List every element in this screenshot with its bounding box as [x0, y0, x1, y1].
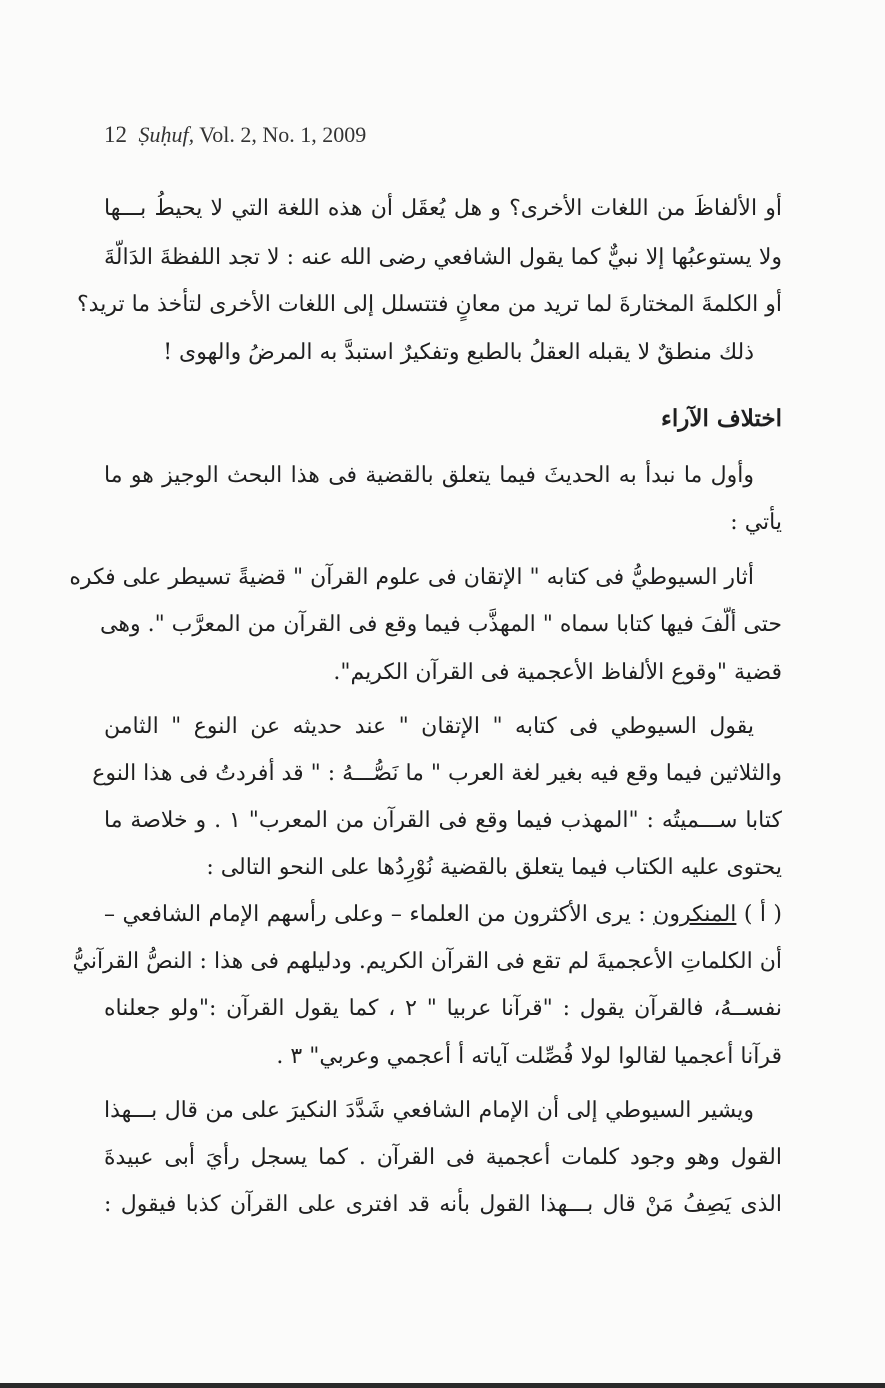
text-line: أن الكلماتِ الأعجميةَ لم تقع فى القرآن الكريم. ودليلهم فى هذا : النصُّ القرآنيُّ [72, 949, 782, 974]
text-line: الذى يَصِفُ مَنْ قال بـــهذا القول بأنه قد افترى على القرآن كذبا فيقول : [104, 1192, 782, 1217]
volume-info: Vol. 2, No. 1, 2009 [199, 122, 367, 147]
text-line: قضية "وقوع الألفاظ الأعجمية فى القرآن الكريم". [333, 660, 782, 685]
text-fragment: : يرى الأكثرون من العلماء – وعلى رأسهم الإمام الشافعي – [104, 902, 646, 927]
text-line: ذلك منطقٌ لا يقبله العقلُ بالطبع وتفكيرٌ استبدَّ به المرضُ والهوى ! [163, 340, 754, 365]
text-line: والثلاثين فيما وقع فيه بغير لغة العرب " ما نَصُّـــهُ : " قد أفردتُ فى هذا النوع [92, 761, 782, 786]
text-line: حتى ألّفَ فيها كتابا سماه " المهذَّب فيما وقع فى القرآن من المعرَّب ". وهى [100, 612, 782, 637]
page-number: 12 [104, 122, 127, 147]
text-line: نفســهُ، فالقرآن يقول : "قرآنا عربيا " ٢ ، كما يقول القرآن :"ولو جعلناه [104, 996, 782, 1021]
list-marker: ( أ ) [743, 902, 783, 927]
text-line: وأول ما نبدأ به الحديثَ فيما يتعلق بالقضية فى هذا البحث الوجيز هو ما [104, 463, 754, 488]
text-line: يأتي : [730, 510, 782, 535]
text-line: أثار السيوطيُّ فى كتابه " الإتقان فى علوم القرآن " قضيةً تسيطر على فكره [69, 565, 754, 590]
text-line: ويشير السيوطي إلى أن الإمام الشافعي شَدَّدَ النكيرَ على من قال بـــهذا [104, 1098, 754, 1123]
text-line: ولا يستوعبُها إلا نبيٌّ كما يقول الشافعي رضى الله عنه : لا تجد اللفظةَ الدَالّةَ [104, 245, 782, 270]
text-line [104, 900, 782, 930]
scan-bottom-edge [0, 1383, 885, 1388]
text-line: يقول السيوطي فى كتابه " الإتقان " عند حديثه عن النوع " الثامن [104, 714, 754, 739]
deniers-term: المنكرون [653, 902, 737, 927]
text-line: أو الألفاظَ من اللغات الأخرى؟ و هل يُعقَل أن هذه اللغة التي لا يحيطُ بـــها [104, 196, 782, 221]
text-line: القول وهو وجود كلمات أعجمية فى القرآن . كما يسجل رأيَ أبى عبيدةَ [104, 1145, 782, 1170]
text-line: قرآنا أعجميا لقالوا لولا فُصِّلت آياته أ أعجمي وعربي" ٣ . [276, 1044, 782, 1069]
text-line: أو الكلمةَ المختارةَ لما تريد من معانٍ فتتسلل إلى اللغات الأخرى لتأخذ ما تريد؟ [76, 292, 782, 317]
running-header [104, 122, 366, 148]
section-heading: اختلاف الآراء [661, 405, 782, 432]
text-line: يحتوى عليه الكتاب فيما يتعلق بالقضية نُوْرِدُها على النحو التالى : [206, 855, 782, 880]
journal-name: Ṣuḥuf, [138, 122, 195, 147]
text-line: كتابا ســـميتُه : "المهذب فيما وقع فى القرآن من المعرب" ١ . و خلاصة ما [104, 808, 782, 833]
